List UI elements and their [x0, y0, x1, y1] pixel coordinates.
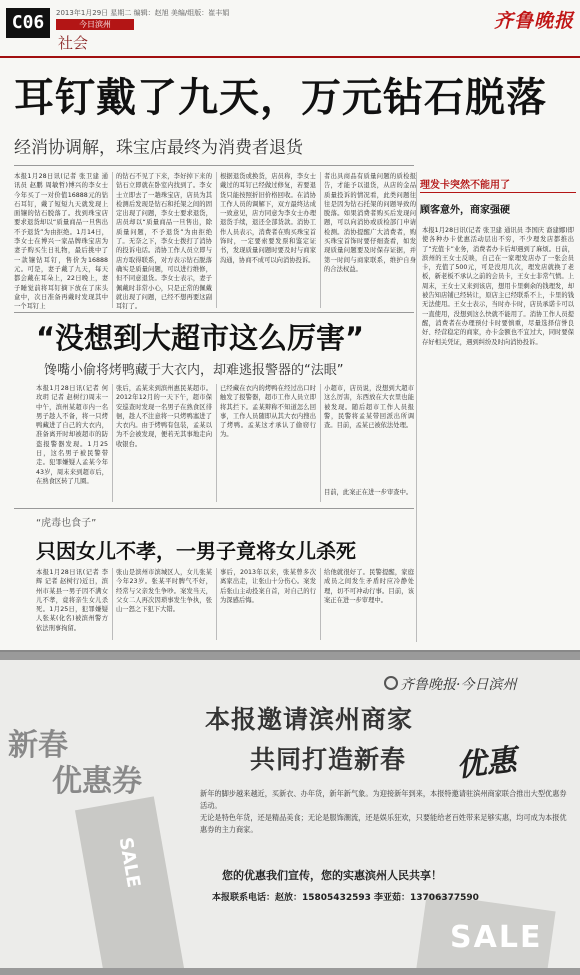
column-divider [216, 384, 217, 502]
column-divider [320, 384, 321, 502]
story3-col2: 张山是滨州市滨城区人，女儿张某今年23岁。张某平时脾气不好，经常与父亲发生争吵。案发当天，父女二人再次因琐事发生争执，张山一怒之下犯下大错。 [116, 569, 212, 614]
story3-kicker: “虎毒也食子” [36, 518, 97, 529]
column-divider [216, 172, 217, 308]
ad-top-band [0, 652, 580, 660]
ad-slogan: 您的优惠我们宣传，您的实惠滨州人民共享！ [222, 869, 442, 882]
brand-logo: 齐鲁晚报 [493, 10, 574, 32]
section-bar: 今日滨州 [56, 19, 134, 30]
story1-col1: 本报1月28日讯(记者 张卫建 通讯员 赵鹏 周敏哲)博兴的李女士今年买了一对价值16888元的钻石耳钉，戴了短短九天就发现上面镶的钻石脱落了。找到珠宝店要求退货却以“质量商品一旦售出不予退货”为由拒绝。1月14日，李女士在博兴一家品牌珠宝店为妻子购买生日礼物，最后挑中了一款镶钻耳钉，售价为16888元。可是，妻子戴了九天，每天都会戴在耳朵上，22日晚上，妻子睡觉前将耳钉摘下放在了床头盒中，次日准备再戴时发现其中一个耳钉上 [14, 173, 108, 310]
story3-col3: 事后，2013年以来，张某曾多次离家出走，让张山十分伤心。案发后张山主动投案自首，对自己的行为深感后悔。 [220, 569, 316, 604]
story1-rule [14, 165, 414, 166]
story1-subheadline: 经消协调解，珠宝店最终为消费者退货 [14, 138, 303, 158]
sidebar-rule [420, 192, 576, 193]
column-divider [112, 568, 113, 640]
column-divider [320, 172, 321, 308]
issue-meta: 2013年1月29日 星期二 编辑：赵旭 美编/组版：崔丰娟 [56, 9, 230, 17]
story2-col3: 已经藏在衣内的烤鸭在经过出口时触发了报警器，超市工作人员立即将其拦下。孟某辩称不知道怎么回事，工作人员随即从其大衣内搜出了烤鸭。孟某这才承认了偷窃行为。 [220, 385, 316, 439]
ad-coupon-word: 优惠券 [52, 764, 142, 799]
page-number: C06 [6, 8, 50, 38]
newspaper-logo-icon [384, 676, 398, 690]
column-divider [112, 384, 113, 502]
story3-col1: 本报1月28日讯(记者 李 辉 记者 赵树行)近日，滨州市某县一男子因不满女儿不孝，竟将亲生女儿杀死。1月25日，犯罪嫌疑人张某(化名)被滨州警方依法刑事拘留。 [36, 569, 108, 632]
story1-headline: 耳钉戴了九天，万元钻石脱落 [14, 75, 547, 121]
ad-title-line1: 本报邀请滨州商家 [205, 705, 414, 734]
ad-body-para1: 新年的脚步越来越近，买新衣、办年货，新年新气象。为迎接新年到来，本报特邀请驻滨州商家联合推出大型优惠券活动。 [200, 789, 567, 810]
ad-sale-tag: SALE [114, 835, 145, 890]
sidebar-body: 本报1月28日讯(记者 张卫建 通讯员 李国庆 裔建娜)即使各种办卡优惠活动层出不穷，不少理发店都推出了“充值卡”业务，消费者办卡后却遇到了麻烦。日前，滨州的王女士反映，自己在一家理发店办了一张会员卡，充值了500元，可是没用几次，理发店就换了老板，新老板不承认之前的会员卡，王女士非常气愤。上周末，王女士又来到该店，想用卡里剩余的钱理发，却被告知店铺已经转让，原店主已经联系不上，卡里的钱无法使用。王女士表示，当时办卡时，店员承诺卡可以一直使用，没想到这么快就不能用了。消协工作人员提醒，消费者在办理预付卡时要慎重，尽量选择信誉良好、经营稳定的商家，办卡金额也不宜过大，同时要保存好相关凭证，遇到纠纷及时向消协投诉。 [422, 227, 574, 346]
ad-brand: 齐鲁晚报·今日滨州 [400, 677, 517, 693]
sidebar-divider [416, 172, 417, 642]
column-divider [320, 568, 321, 640]
story1-col2: 的钻石不见了下来，李好掉下来的钻石立即就在卧室内找到了。李女士立即去了一趟珠宝店，店员为其检测后发现是钻石和托架之间的固定出现了问题，李女士要求退货，店员却以“质量商品一旦售出，除质量问题，不予退货”为由拒绝了。无奈之下，李女士拨打了消协的投诉电话。消协工作人员立即与店方取得联系，对方表示钻石脱落确实是质量问题，可以进行维修，但不同意退货。李女士表示，妻子佩戴时非常小心，只是正常的佩戴就出现了问题，已经不想再要这副耳钉了。 [116, 173, 212, 310]
story1-col4: 者出具商品有质量问题的质检报告，才能予以退货，从店的金品质量投诉的情况看，此类问题往往是因为钻石托架的问题导致的脱落。如果消费者购买后发现问题，可以向消协或质检部门申请检测。消协提醒广大消费者，购买珠宝首饰时要仔细查看，如发现质量问题要及时保存证据，并第一时间与商家联系，维护自身的合法权益。 [324, 173, 416, 273]
story2-headline: “没想到大超市这么厉害” [36, 321, 365, 355]
sidebar-title-b: 顾客意外，商家强硬 [420, 205, 510, 216]
page-header [0, 0, 580, 58]
ad-xinchun: 新春 [8, 728, 68, 763]
ad-contact: 本报联系电话：赵放：15805432593 李亚茹：13706377590 [212, 893, 479, 903]
story1-col3: 根据退货或换货，店员称，李女士戴过的耳钉已经做过修复，若要退货只能按照折旧价格回收。在消协工作人员的调解下，双方最终达成一致意见，店方同意为李女士办理退货手续，退还全部货款。消协工作人员表示，消费者在购买珠宝首饰时，一定要索要发票和鉴定证书，发现质量问题时要及时与商家沟通，协商不成可以向消协投诉。 [220, 173, 316, 264]
story3-rule [14, 508, 414, 509]
column-divider [112, 172, 113, 308]
story2-col5: 目前，此案正在进一步审查中。 [324, 489, 413, 496]
story2-col1: 本报1月28日讯(记者 何 玫玥 记者 赵树行)周末一中午，滨州某超市内一名男子趁人不备，将一只烤鸭藏进了自己的大衣内，准备离开时却被超市的防盗报警器发现。1月25日，这名男子被民警带走。犯罪嫌疑人孟某今年43岁，周末来到超市后，在熟食区转了几圈。 [36, 385, 108, 485]
ad-body [200, 788, 570, 836]
sidebar-head [420, 176, 576, 216]
ad-title-highlight: 优惠 [454, 742, 519, 785]
ad-body-para2: 无论是特色年货，还是精品美食；无论是服饰潮流，还是娱乐狂欢，只要能给老百姓带来足够实惠，均可成为本报优惠券的主力商家。 [200, 813, 567, 834]
story2-col4: 小超市，店员说，没想到大超市这么厉害，东西放在大衣里也能被发现。随后超市工作人员报警，民警将孟某带回派出所调查。目前，孟某已被依法处理。 [324, 385, 414, 430]
advertisement [0, 650, 580, 975]
story3-headline: 只因女儿不孝，一男子竟将女儿杀死 [36, 539, 356, 563]
column-divider [216, 568, 217, 640]
ad-bottom-band [0, 968, 580, 975]
story3-col4: 给他就很好了。民警提醒，家庭成员之间发生矛盾时应冷静处理，切不可冲动行事。目前，该案正在进一步审理中。 [324, 569, 414, 604]
story2-col2: 张后，孟某来到滨州惠民某超市。2012年12月的一天下午，超市保安巡查时发现一名男子在熟食区徘徊，趁人不注意将一只烤鸭塞进了大衣内。由于烤鸭有包装，孟某以为不会被发现，便若无其事地走向收银台。 [116, 385, 212, 448]
story2-subheadline: 馋嘴小偷将烤鸭藏于大衣内，却难逃报警器的“法眼” [44, 363, 344, 378]
section-title: 社会 [58, 34, 89, 52]
sidebar-title-a: 理发卡突然不能用了 [420, 180, 510, 191]
ad-sale-tag: SALE [450, 920, 543, 955]
ad-title-line2: 共同打造新春 [250, 745, 407, 774]
story2-rule [14, 312, 414, 313]
